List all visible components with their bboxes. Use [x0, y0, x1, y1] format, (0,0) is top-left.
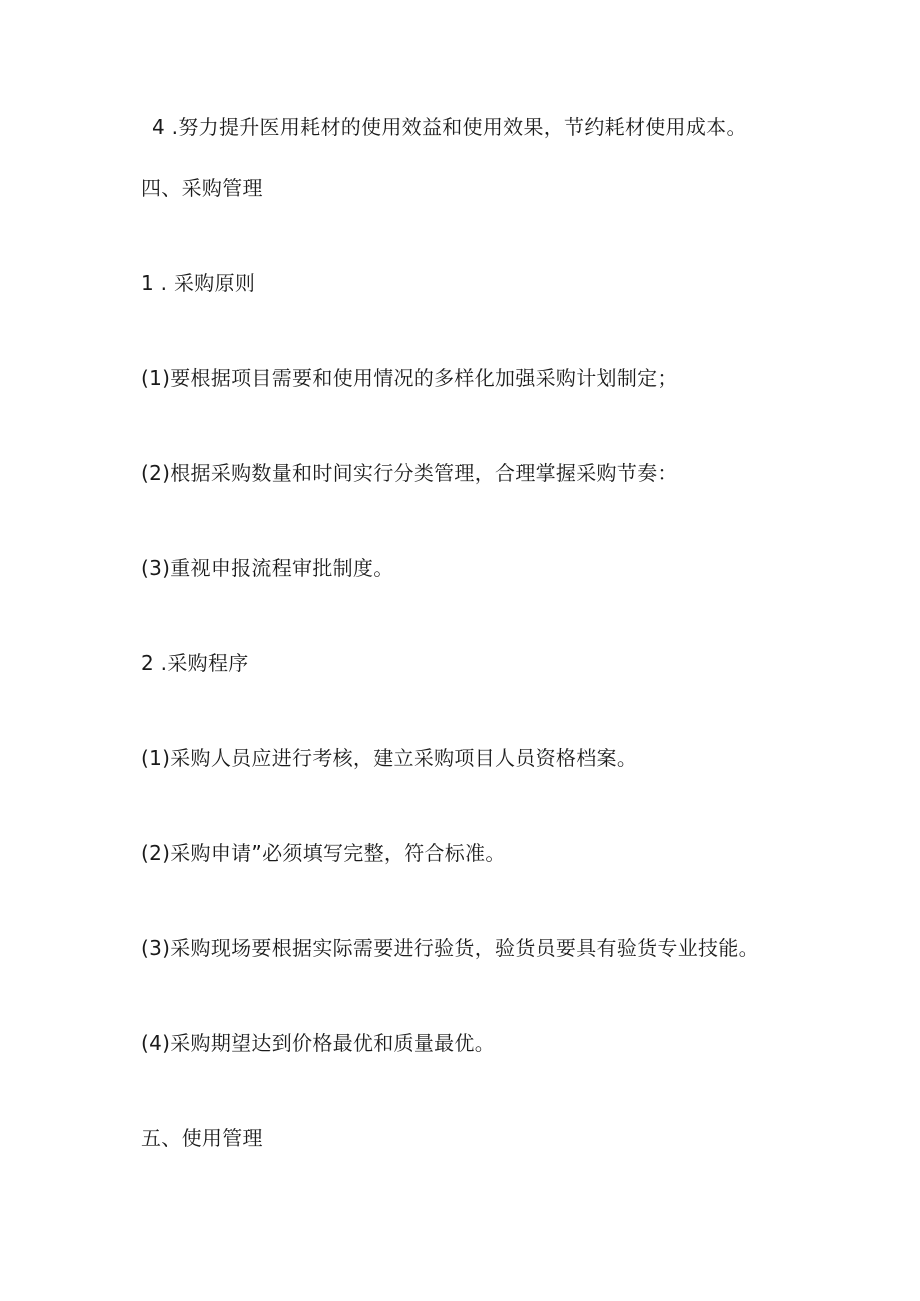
subheading-procurement-principles: 1 . 采购原则: [141, 271, 256, 295]
principle-item-2: (2)根据采购数量和时间实行分类管理，合理掌握采购节奏：: [141, 461, 678, 485]
procedure-item-1: (1)采购人员应进行考核，建立采购项目人员资格档案。: [141, 746, 638, 770]
subheading-procurement-procedure: 2 .采购程序: [141, 651, 249, 675]
procedure-item-3: (3)采购现场要根据实际需要进行验货，验货员要具有验货专业技能。: [141, 936, 759, 960]
principle-item-1: (1)要根据项目需要和使用情况的多样化加强采购计划制定；: [141, 366, 678, 390]
section-heading-usage: 五、使用管理: [141, 1126, 263, 1150]
procedure-item-4: (4)采购期望达到价格最优和质量最优。: [141, 1031, 496, 1055]
paragraph-item-4: 4 .努力提升医用耗材的使用效益和使用效果，节约耗材使用成本。: [152, 115, 747, 139]
section-heading-procurement: 四、采购管理: [141, 176, 263, 200]
principle-item-3: (3)重视申报流程审批制度。: [141, 556, 394, 580]
procedure-item-2: (2)采购申请”必须填写完整，符合标准。: [141, 841, 506, 865]
